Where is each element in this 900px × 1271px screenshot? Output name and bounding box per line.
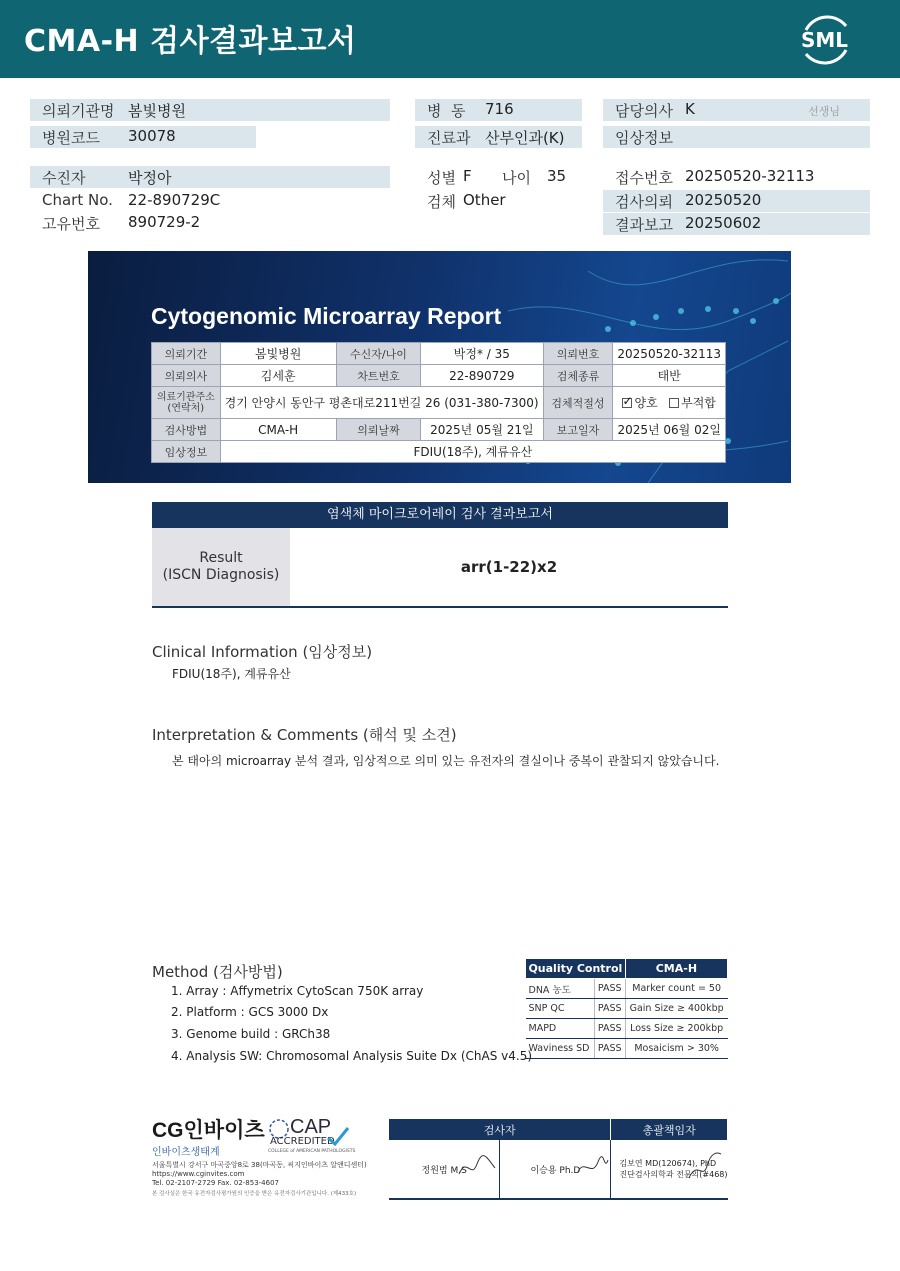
request-date-value: 20250520 (685, 191, 762, 209)
patient-field (30, 166, 390, 188)
hospital-code-value: 30078 (128, 127, 176, 145)
receipt-no-label: 접수번호 (615, 169, 673, 187)
cell-header: 검체종류 (543, 365, 613, 387)
banner-title: Cytogenomic Microarray Report (151, 303, 502, 329)
department-value: 산부인과(K) (485, 129, 565, 147)
chart-no-value: 22-890729C (128, 191, 221, 209)
address-line: 본 검사실은 한국 유전자검사평가원의 인증을 받은 유전자검사기관입니다. (제433호) (152, 1191, 357, 1197)
method-item: 1. Array : Affymetrix CytoScan 750K array (171, 984, 424, 998)
director (611, 1140, 728, 1199)
signature-3-icon (687, 1150, 723, 1184)
cg-logo-sub: 인바이츠생태계 (152, 1147, 220, 1158)
clinical-info-text: FDIU(18주), 계류유산 (172, 667, 291, 681)
table-row (526, 999, 728, 1019)
table-row (526, 1039, 728, 1059)
cg-logo-text: CG인바이츠 (152, 1119, 265, 1142)
department-field (415, 126, 582, 148)
result-value: arr(1-22)x2 (460, 558, 558, 576)
report-date-label: 결과보고 (615, 216, 673, 234)
clinical-label: 임상정보 (615, 129, 673, 147)
interpretation-title: Interpretation & Comments (해석 및 소견) (152, 726, 457, 744)
cap-accredited-text: ACCREDITED (270, 1136, 335, 1147)
quality-control-table (525, 958, 728, 1059)
cell-header: 차트번호 (336, 365, 420, 387)
unique-no-field (30, 212, 390, 234)
director-line1: 김보연 MD(120674), PhD (619, 1159, 717, 1168)
table-row (526, 1019, 728, 1039)
patient-label: 수진자 (42, 169, 86, 187)
chart-no-field (30, 190, 390, 212)
ward-label: 병 동 (427, 102, 466, 120)
institution-label: 의뢰기관명 (42, 102, 115, 120)
specimen-field (415, 190, 582, 212)
cell-value: 박정* / 35 (421, 343, 543, 365)
header-bar (0, 0, 900, 78)
qc-name: MAPD (526, 1019, 595, 1039)
examiner-1 (389, 1140, 500, 1199)
qc-status: PASS (594, 1039, 625, 1059)
cell-header: 의뢰의사 (152, 365, 221, 387)
sex-field (415, 166, 495, 188)
lab-address (152, 1161, 367, 1199)
cell-value: 2025년 06월 02일 (613, 419, 726, 441)
cell-value: CMA-H (220, 419, 336, 441)
cg-invites-logo (152, 1114, 265, 1158)
examiner-2 (500, 1140, 611, 1199)
cell-value: 봄빛병원 (220, 343, 336, 365)
patient-value: 박정아 (128, 169, 172, 187)
doctor-label: 담당의사 (615, 102, 673, 120)
qc-status: PASS (594, 999, 625, 1019)
examiner-2-name: 이승용 Ph.D (530, 1165, 581, 1176)
ward-field (415, 99, 582, 121)
checkmark-icon (326, 1126, 350, 1146)
cell-header: 의뢰번호 (543, 343, 613, 365)
hospital-code-field (30, 126, 256, 148)
cell-value: FDIU(18주), 계류유산 (220, 441, 725, 463)
chart-no-label: Chart No. (42, 191, 113, 209)
request-date-label: 검사의뢰 (615, 193, 673, 211)
option-good: 양호 (634, 396, 658, 410)
clinical-field (603, 126, 870, 148)
method-item: 4. Analysis SW: Chromosomal Analysis Suite Dx (ChAS v4.5) (171, 1049, 533, 1063)
signature-header: 검사자 (389, 1119, 611, 1140)
receipt-no-value: 20250520-32113 (685, 167, 815, 185)
specimen-value: Other (463, 191, 506, 209)
option-unsuitable: 부적합 (681, 396, 716, 410)
logo-text: SML (801, 28, 849, 52)
cell-header: 검체적절성 (543, 387, 613, 419)
specimen-suitability (613, 387, 726, 419)
department-label: 진료과 (427, 129, 471, 147)
sex-value: F (463, 167, 472, 185)
cell-value: 태반 (613, 365, 726, 387)
cell-header: 의료기관주소 (연락처) (152, 387, 221, 419)
receipt-no-field (603, 166, 870, 188)
hospital-code-label: 병원코드 (42, 129, 100, 147)
signature-header: 총괄책임자 (611, 1119, 728, 1140)
cap-sub-text: COLLEGE of AMERICAN PATHOLOGISTS (268, 1149, 356, 1154)
qc-status: PASS (594, 979, 625, 999)
cap-text: CAP (290, 1116, 332, 1138)
method-title: Method (검사방법) (152, 963, 283, 981)
age-field (490, 166, 580, 188)
cell-header: 의뢰기간 (152, 343, 221, 365)
cell-header: 의뢰날짜 (336, 419, 420, 441)
unique-no-value: 890729-2 (128, 213, 201, 231)
qc-header: CMA-H (625, 959, 727, 979)
report-banner (88, 251, 791, 483)
result-box (152, 528, 728, 608)
qc-name: Waviness SD (526, 1039, 595, 1059)
doctor-value: K (685, 100, 695, 118)
address-line: 서울특별시 강서구 마곡중앙8로 38(마곡동, 씨지인바이츠 알앤디센터) (152, 1161, 367, 1169)
address-line: Tel. 02-2107-2729 Fax. 02-853-4607 (152, 1179, 280, 1187)
qc-header: Quality Control (526, 959, 626, 979)
qc-status: PASS (594, 1019, 625, 1039)
specimen-label: 검체 (427, 193, 456, 211)
table-row (526, 979, 728, 999)
director-line2: 진단검사의학과 전문의(#468) (619, 1170, 728, 1179)
result-label (152, 528, 290, 606)
banner-table (151, 342, 726, 463)
doctor-field (603, 99, 870, 121)
age-label: 나이 (502, 169, 531, 187)
checkbox-empty-icon (669, 398, 679, 408)
result-label-line2: (ISCN Diagnosis) (162, 567, 280, 583)
institution-value: 봄빛병원 (128, 102, 186, 120)
method-item: 3. Genome build : GRCh38 (171, 1027, 331, 1041)
qc-name: DNA 농도 (526, 979, 595, 999)
signature-2-icon (576, 1154, 610, 1182)
address-value: 경기 안양시 동안구 평촌대로211번길 26 (031-380-7300) (220, 387, 543, 419)
sex-label: 성별 (427, 169, 456, 187)
cell-header: 임상정보 (152, 441, 221, 463)
cell-header: 수신자/나이 (336, 343, 420, 365)
ward-value: 716 (485, 100, 514, 118)
signature-table (389, 1119, 728, 1200)
sml-logo (796, 10, 856, 70)
cell-value: 20250520-32113 (613, 343, 726, 365)
institution-field (30, 99, 390, 121)
doctor-suffix: 선생님 (808, 105, 840, 118)
qc-name: SNP QC (526, 999, 595, 1019)
request-date-field (603, 190, 870, 212)
result-label-line1: Result (199, 550, 243, 566)
qc-criterion: Marker count = 50 (625, 979, 727, 999)
cell-value: 22-890729 (421, 365, 543, 387)
examiner-1-name: 정원범 M.S (421, 1165, 467, 1176)
method-item: 2. Platform : GCS 3000 Dx (171, 1005, 329, 1019)
qc-criterion: Mosaicism > 30% (625, 1039, 727, 1059)
cell-value: 2025년 05월 21일 (421, 419, 543, 441)
clinical-info-title: Clinical Information (임상정보) (152, 643, 373, 661)
age-value: 35 (547, 167, 567, 185)
checkbox-checked-icon (622, 398, 632, 408)
address-line: https://www.cginvites.com (152, 1170, 245, 1178)
cell-value: 김세훈 (220, 365, 336, 387)
cell-header: 검사방법 (152, 419, 221, 441)
report-date-value: 20250602 (685, 214, 762, 232)
qc-criterion: Loss Size ≥ 200kbp (625, 1019, 727, 1039)
result-heading: 염색체 마이크로어레이 검사 결과보고서 (152, 502, 728, 528)
signature-1-icon (457, 1154, 497, 1182)
cell-header: 보고일자 (543, 419, 613, 441)
interpretation-text: 본 태아의 microarray 분석 결과, 임상적으로 의미 있는 유전자의 결실이나 중복이 관찰되지 않았습니다. (172, 754, 720, 768)
page-title: CMA-H 검사결과보고서 (24, 24, 357, 59)
unique-no-label: 고유번호 (42, 215, 100, 233)
qc-criterion: Gain Size ≥ 400kbp (625, 999, 727, 1019)
report-date-field (603, 213, 870, 235)
